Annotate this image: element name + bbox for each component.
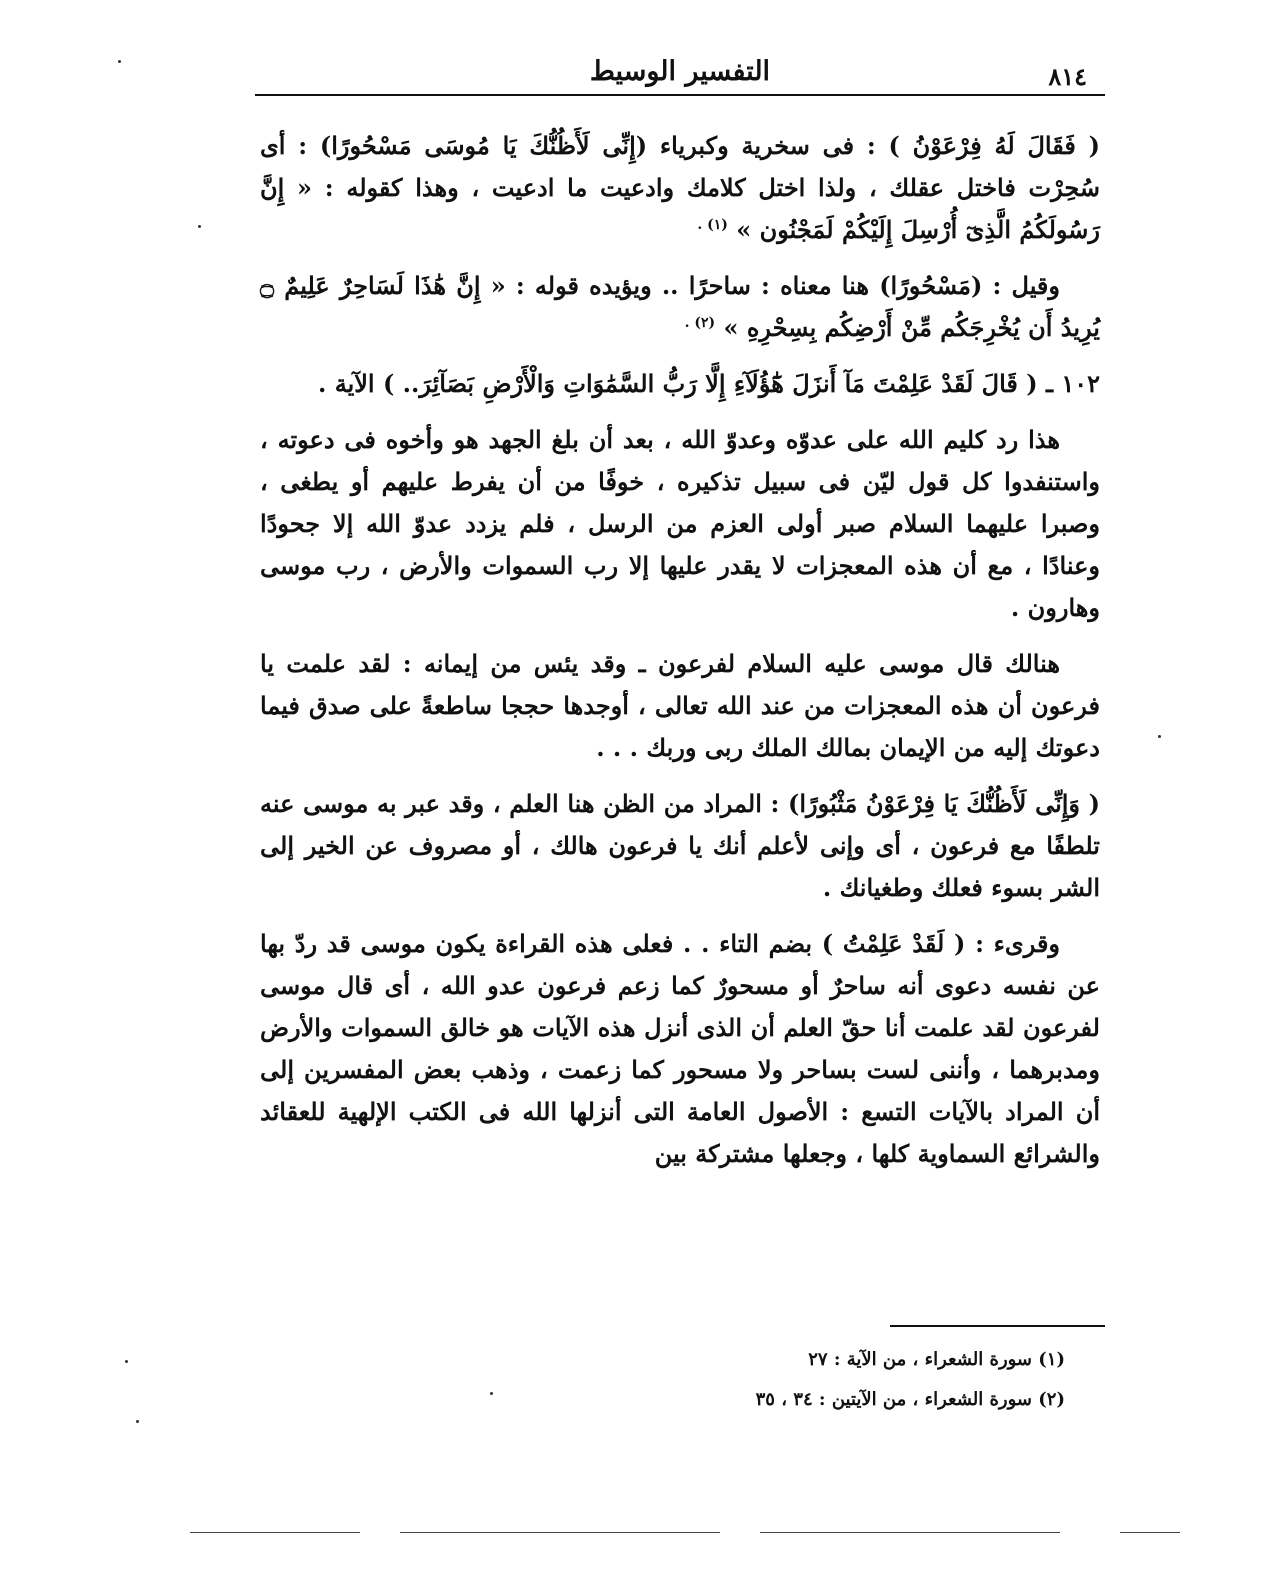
bottom-edge-line — [1120, 1532, 1180, 1533]
running-title: التفسير الوسيط — [589, 56, 771, 87]
bottom-edge-line — [400, 1532, 720, 1533]
page-header — [255, 50, 1105, 96]
paragraph-2 — [260, 265, 1100, 349]
footnote-ref-2: (٢) . — [684, 315, 716, 331]
paragraph-7: وقرىء : ( لَقَدْ عَلِمْتُ ) بضم التاء . . فعلى هذه القراءة يكون موسى قد ردّ بها عن نفسه دعوى أنه ساحرٌ أو مسحورٌ كما زعم فرعون عدو الله ، أى قال موسى لفرعون لقد علمت أنا حقّ العلم أن الذى أنزل هذه الآيات هو خالق السموات والأرض ومدبرهما ، وأننى لست بساحر ولا مسحور كما زعمت ، وذهب بعض المفسرين إلى أن المراد بالآيات التسع : الأصول العامة التى أنزلها الله فى الكتب الإلهية للعقائد والشرائع السماوية كلها ، وجعلها مشتركة بين — [260, 929, 1100, 1168]
scan-speck — [125, 1360, 128, 1363]
verse-heading-102: ١٠٢ ـ ( قَالَ لَقَدْ عَلِمْتَ مَآ أَنزَلَ هَٰٓؤُلَآءِ إِلَّا رَبُّ السَّمَٰوَاتِ وَالْأَرْضِ بَصَآئِرَ.. ) الآية . — [317, 369, 1100, 398]
paragraph-2-text: وقيل : (مَسْحُورًا) هنا معناه : ساحرًا .. ويؤيده قوله : « إِنَّ هَٰذَا لَسَاحِرٌ عَلِيمٌ ۝ يُرِيدُ أَن يُخْرِجَكُم مِّنْ أَرْضِكُم بِسِحْرِهِ » — [260, 271, 1100, 342]
paragraph-4: هذا رد كليم الله على عدوّه وعدوّ الله ، بعد أن بلغ الجهد هو وأخوه فى دعوته ، واستنفدوا كل قول ليّن فى سبيل تذكيره ، خوفًا من أن يفرط عليهم أو يطغى ، وصبرا عليهما السلام صبر أولى العزم من الرسل ، فلم يزدد عدوّ الله إلا جحودًا وعنادًا ، مع أن هذه المعجزات لا يقدر عليها إلا رب السموات والأرض ، رب موسى وهارون . — [260, 425, 1100, 622]
header-rule — [255, 94, 1105, 96]
footnote-1: (١) سورة الشعراء ، من الآية : ٢٧ — [808, 1349, 1065, 1370]
scan-speck — [118, 60, 121, 63]
footnote-2: (٢) سورة الشعراء ، من الآيتين : ٣٤ ، ٣٥ — [755, 1389, 1065, 1410]
scan-speck — [1158, 735, 1161, 738]
paragraph-1 — [260, 125, 1100, 251]
footnotes — [600, 1340, 1065, 1420]
paragraph-1-text: ( فَقَالَ لَهُ فِرْعَوْنُ ) : فى سخرية وكبرياء (إِنِّى لَأَظُنُّكَ يَا مُوسَى مَسْحُورًا) : أى سُحِرْت فاختل عقلك ، ولذا اختل كلامك وادعيت ما ادعيت ، وهذا كقوله : « إِنَّ رَسُولَكُمُ الَّذِىٓ أُرْسِلَ إِلَيْكُمْ لَمَجْنُون » — [260, 131, 1100, 244]
body-text — [260, 125, 1100, 1189]
paragraph-5: هنالك قال موسى عليه السلام لفرعون ـ وقد يئس من إيمانه : لقد علمت يا فرعون أن هذه المعجزات من عند الله تعالى ، أوجدها حججا ساطعةً على صدق فيما دعوتك إليه من الإيمان بمالك الملك ربى وربك . . . — [260, 649, 1100, 762]
bottom-edge-line — [190, 1532, 360, 1533]
bottom-edge-line — [760, 1532, 1060, 1533]
paragraph-6: ( وَإِنِّى لَأَظُنُّكَ يَا فِرْعَوْنُ مَثْبُورًا) : المراد من الظن هنا العلم ، وقد عبر به موسى عنه تلطفًا مع فرعون ، أى وإنى لأعلم أنك يا فرعون هالك ، أو مصروف عن الخير إلى الشر بسوء فعلك وطغيانك . — [260, 789, 1100, 902]
footnote-ref-1: (١) . — [697, 217, 728, 233]
scan-speck — [198, 225, 201, 228]
scan-speck — [490, 1392, 493, 1395]
scan-speck — [136, 1420, 139, 1423]
page-number: ٨١٤ — [1048, 62, 1087, 91]
footnote-rule — [890, 1325, 1105, 1327]
